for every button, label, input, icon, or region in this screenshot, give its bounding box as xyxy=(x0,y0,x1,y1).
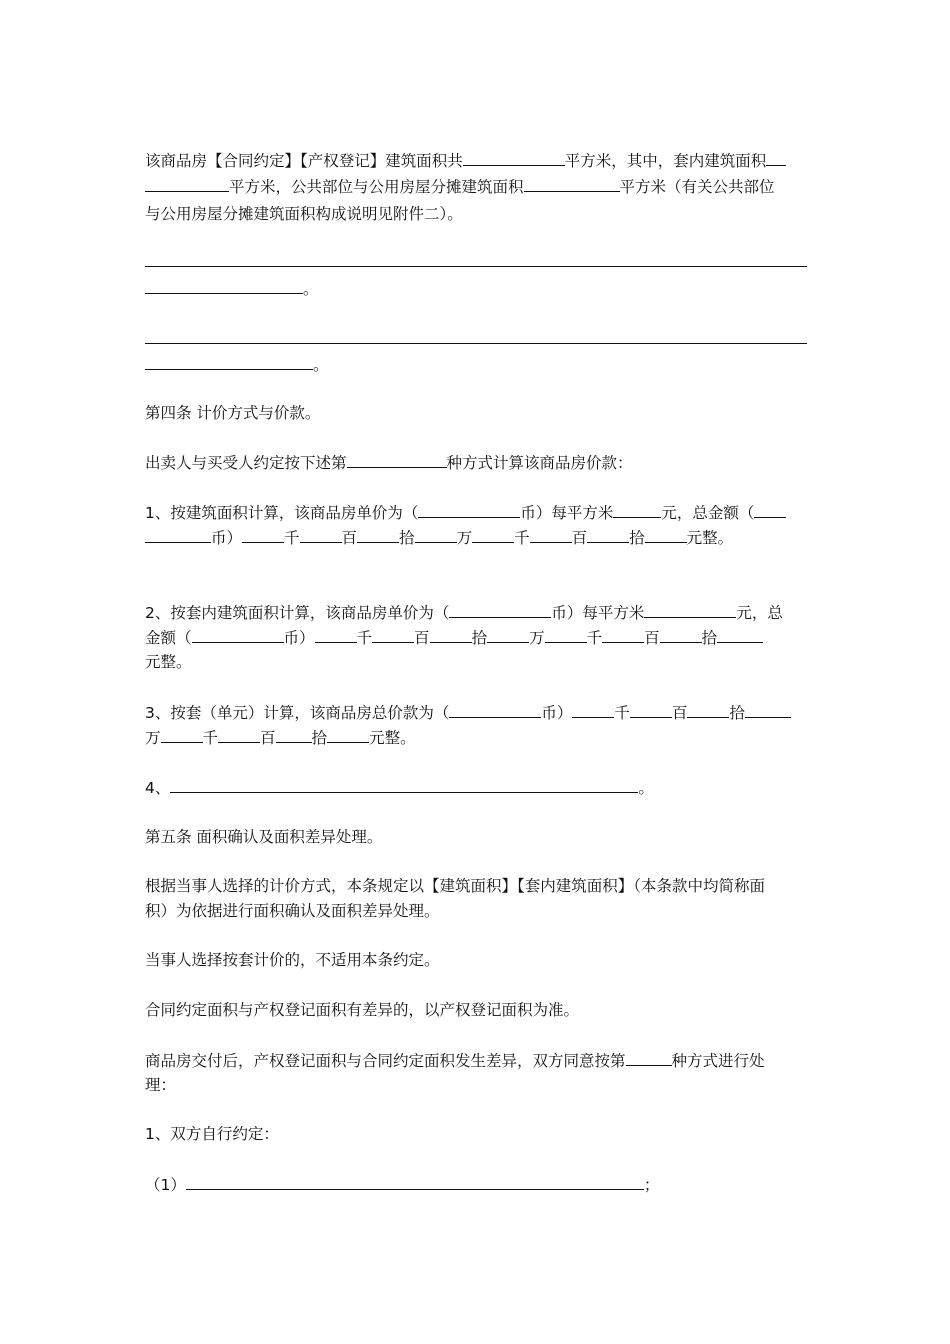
text-segment: 出卖人与买受人约定按下述第 xyxy=(145,454,347,472)
text-segment: 币） xyxy=(211,529,243,547)
unit-label: 万 xyxy=(456,529,473,547)
fill-blank[interactable] xyxy=(660,627,702,643)
unit-label: 百 xyxy=(414,629,430,647)
unit-label: 拾 xyxy=(629,529,645,547)
unit-label: 千 xyxy=(356,629,373,647)
fill-blank[interactable] xyxy=(487,627,529,643)
unit-label: 百 xyxy=(571,529,588,547)
article-5-para-1-line-2: 积）为依据进行面积确认及面积差异处理。 xyxy=(145,902,440,920)
area-paragraph-line-3: 与公用房屋分摊建筑面积构成说明见附件二）。 xyxy=(145,205,463,223)
fill-blank[interactable] xyxy=(530,527,572,543)
fill-blank[interactable] xyxy=(418,502,520,518)
unit-label: 拾 xyxy=(701,629,718,647)
fill-blank[interactable] xyxy=(430,627,472,643)
text-segment: 平方米，公共部位与公用房屋分摊建筑面积 xyxy=(229,178,524,196)
method-4-line xyxy=(145,777,654,798)
fill-blank[interactable] xyxy=(372,627,414,643)
fill-blank[interactable] xyxy=(415,527,457,543)
unit-label: 拾 xyxy=(399,529,415,547)
fill-blank[interactable] xyxy=(170,777,638,793)
blank-rule-line[interactable] xyxy=(145,266,807,267)
article-5-para-3: 合同约定面积与产权登记面积有差异的，以产权登记面积为准。 xyxy=(145,1001,580,1019)
unit-label: 拾 xyxy=(729,704,745,722)
fill-blank[interactable] xyxy=(644,602,736,618)
article-5-para-2: 当事人选择按套计价的，不适用本条约定。 xyxy=(145,951,440,969)
text-segment: 币） xyxy=(541,704,573,722)
unit-label: 万 xyxy=(145,729,161,747)
text-segment: 。 xyxy=(303,280,319,298)
unit-label: 千 xyxy=(614,704,630,722)
unit-label: 百 xyxy=(671,704,688,722)
fill-blank[interactable] xyxy=(472,527,514,543)
fill-blank[interactable] xyxy=(186,1174,644,1190)
blank-rule-continuation xyxy=(145,354,329,375)
method-1-line-2 xyxy=(145,527,733,548)
method-2-line-2 xyxy=(145,627,763,648)
option-1-heading: 1、双方自行约定： xyxy=(145,1125,279,1143)
unit-label: 拾 xyxy=(311,729,328,747)
fill-blank[interactable] xyxy=(645,527,687,543)
article-5-para-4-line-2: 理： xyxy=(145,1076,177,1094)
fill-blank[interactable] xyxy=(524,176,620,192)
fill-blank[interactable] xyxy=(161,727,203,743)
text-segment: 种方式计算该商品房价款： xyxy=(446,454,633,472)
text-segment: 1、按建筑面积计算，该商品房单价为（ xyxy=(145,504,419,522)
fill-blank[interactable] xyxy=(572,702,614,718)
text-segment: 。 xyxy=(638,779,654,797)
unit-label: 千 xyxy=(514,529,530,547)
text-segment: 3、按套（单元）计算，该商品房总价款为（ xyxy=(145,704,450,722)
fill-blank[interactable] xyxy=(315,627,357,643)
unit-label: 千 xyxy=(202,729,219,747)
method-3-line-1 xyxy=(145,702,791,723)
unit-label: 千 xyxy=(586,629,603,647)
text-segment: 金额（ xyxy=(145,629,192,647)
text-segment: （1） xyxy=(145,1176,186,1194)
text-segment: 币）每平方米 xyxy=(520,504,614,522)
blank-rule-line[interactable] xyxy=(145,343,807,344)
text-segment: 商品房交付后，产权登记面积与合同约定面积发生差异，双方同意按第 xyxy=(145,1052,626,1070)
fill-blank[interactable] xyxy=(449,602,551,618)
text-segment: 币）每平方米 xyxy=(551,604,645,622)
text-segment: 。 xyxy=(313,356,329,374)
method-2-line-3: 元整。 xyxy=(145,653,192,671)
method-3-line-2 xyxy=(145,727,416,748)
text-segment: 元，总金额（ xyxy=(661,504,755,522)
unit-label: 元整。 xyxy=(686,529,734,547)
text-segment: 4、 xyxy=(145,779,171,797)
fill-blank[interactable] xyxy=(192,627,284,643)
fill-blank[interactable] xyxy=(754,502,786,518)
fill-blank[interactable] xyxy=(745,702,791,718)
fill-blank[interactable] xyxy=(300,527,342,543)
fill-blank[interactable] xyxy=(218,727,260,743)
area-paragraph-line-1 xyxy=(145,150,786,171)
fill-blank[interactable] xyxy=(545,627,587,643)
fill-blank[interactable] xyxy=(327,727,369,743)
text-segment: ； xyxy=(643,1176,660,1194)
unit-label: 百 xyxy=(644,629,660,647)
unit-label: 千 xyxy=(284,529,300,547)
fill-blank[interactable] xyxy=(626,1050,672,1066)
fill-blank[interactable] xyxy=(276,727,312,743)
fill-blank[interactable] xyxy=(145,278,303,294)
text-segment: 该商品房【合同约定】【产权登记】建筑面积共 xyxy=(145,152,463,170)
article-5-para-1-line-1: 根据当事人选择的计价方式，本条规定以【建筑面积】【套内建筑面积】（本条款中均简称面 xyxy=(145,877,766,895)
text-segment: 平方米，其中，套内建筑面积 xyxy=(564,152,767,170)
method-1-line-1 xyxy=(145,502,786,523)
fill-blank[interactable] xyxy=(630,702,672,718)
article-4-heading: 第四条 计价方式与价款。 xyxy=(145,404,321,422)
text-segment: 币） xyxy=(283,629,315,647)
fill-blank[interactable] xyxy=(717,627,763,643)
fill-blank[interactable] xyxy=(602,627,644,643)
text-segment: 2、按套内建筑面积计算，该商品房单价为（ xyxy=(145,604,450,622)
fill-blank[interactable] xyxy=(613,502,661,518)
unit-label: 百 xyxy=(341,529,358,547)
article-4-intro xyxy=(145,452,633,473)
unit-label: 拾 xyxy=(471,629,488,647)
fill-blank[interactable] xyxy=(449,702,541,718)
unit-label: 百 xyxy=(260,729,276,747)
fill-blank[interactable] xyxy=(145,527,211,543)
fill-blank[interactable] xyxy=(357,527,399,543)
fill-blank[interactable] xyxy=(242,527,284,543)
fill-blank[interactable] xyxy=(766,150,786,166)
fill-blank[interactable] xyxy=(687,702,729,718)
fill-blank[interactable] xyxy=(587,527,629,543)
article-5-heading: 第五条 面积确认及面积差异处理。 xyxy=(145,828,383,846)
method-2-line-1 xyxy=(145,602,783,623)
text-segment: 元，总 xyxy=(736,604,783,622)
area-paragraph-line-2 xyxy=(145,176,775,197)
text-segment: 平方米（有关公共部位 xyxy=(619,178,775,196)
fill-blank[interactable] xyxy=(145,354,313,370)
blank-rule-continuation xyxy=(145,278,319,299)
option-1-sub-1 xyxy=(145,1174,659,1195)
text-segment: 种方式进行处 xyxy=(671,1052,765,1070)
fill-blank[interactable] xyxy=(145,176,229,192)
unit-label: 万 xyxy=(529,629,545,647)
fill-blank[interactable] xyxy=(347,452,447,468)
unit-label: 元整。 xyxy=(369,729,416,747)
fill-blank[interactable] xyxy=(463,150,565,166)
article-5-para-4-line-1 xyxy=(145,1050,765,1071)
